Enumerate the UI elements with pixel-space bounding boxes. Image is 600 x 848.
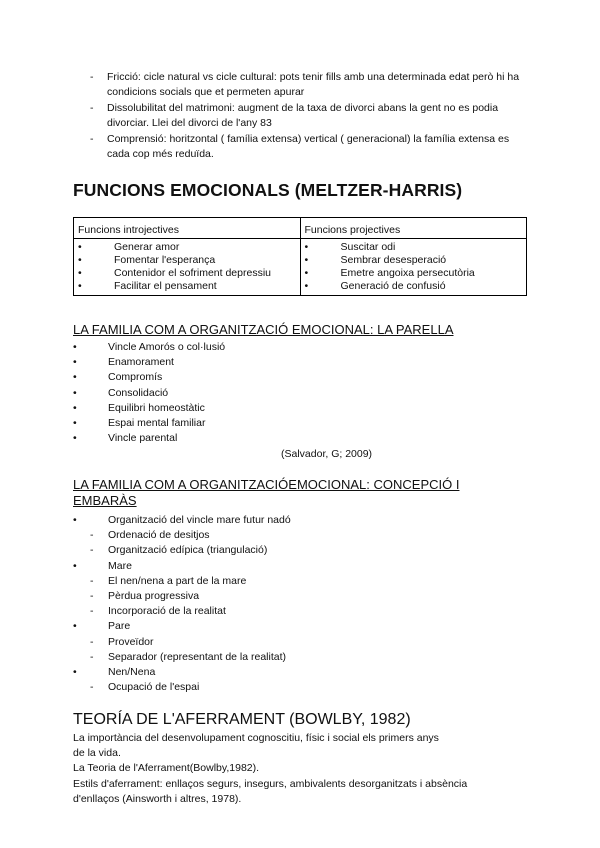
list-item: • Emetre angoixa persecutòria xyxy=(305,267,523,280)
list-item: • Vincle Amorós o col·lusió xyxy=(73,340,493,355)
projective-cell xyxy=(300,239,527,296)
introjective-list xyxy=(78,241,296,293)
heading-emotional-functions: FUNCIONS EMOCIONALS (MELTZER-HARRIS) xyxy=(73,180,463,200)
sub-list-item: - Ocupació de l'espai xyxy=(73,680,493,695)
list-item-text: Fricció: cicle natural vs cicle cultural: pots tenir fills amb una determinada edat però hi ha condicions socials que et permeten apurar xyxy=(107,71,520,98)
sub-list-item: - Separador (representant de la realitat) xyxy=(73,650,493,665)
sub-list-item: - Ordenació de desitjos xyxy=(73,528,493,543)
column-header-introjective: Funcions introjectives xyxy=(74,218,301,239)
emotional-functions-table xyxy=(73,217,527,296)
list-item: • Suscitar odi xyxy=(305,241,523,254)
paragraph-line: La importància del desenvolupament cognoscitiu, físic i social els primers anys xyxy=(73,732,439,744)
list-item: • Vincle parental xyxy=(73,431,493,446)
list-item xyxy=(90,70,530,100)
couple-list xyxy=(73,340,493,446)
intro-dash-list xyxy=(90,70,530,163)
list-item xyxy=(90,101,530,131)
paragraph-line: d'enllaços (Ainsworth i altres, 1978). xyxy=(73,792,242,805)
heading-couple-section: LA FAMILIA COM A ORGANITZACIÓ EMOCIONAL: LA PARELLA xyxy=(73,322,454,337)
attachment-paragraph xyxy=(73,731,493,807)
list-item xyxy=(90,132,530,162)
dash-marker: - xyxy=(90,71,94,83)
list-item: • Fomentar l'esperança xyxy=(78,254,296,267)
list-item: • Enamorament xyxy=(73,355,493,370)
list-item: • Generar amor xyxy=(78,241,296,254)
table-row xyxy=(74,239,527,296)
list-item: • Facilitar el pensament xyxy=(78,280,296,293)
list-item: • Consolidació xyxy=(73,386,493,401)
list-item: • Espai mental familiar xyxy=(73,416,493,431)
dash-marker: - xyxy=(90,133,94,145)
list-item: • Contenidor el sofriment depressiu xyxy=(78,267,296,280)
paragraph-line: Estils d'aferrament: enllaços segurs, insegurs, ambivalents desorganitzats i absència xyxy=(73,777,468,790)
citation: (Salvador, G; 2009) xyxy=(281,448,373,460)
sub-list-item: - Proveïdor xyxy=(73,635,493,650)
table-header-row xyxy=(74,218,527,239)
conception-tree-list xyxy=(73,513,493,695)
list-item: • Mare xyxy=(73,559,493,574)
paragraph-line: de la vida. xyxy=(73,747,121,760)
sub-list-item: - El nen/nena a part de la mare xyxy=(73,574,493,589)
list-item: • Organització del vincle mare futur nadó xyxy=(73,513,493,528)
introjective-cell xyxy=(74,239,301,296)
projective-list xyxy=(305,241,523,293)
heading-conception-section: LA FAMILIA COM A ORGANITZACIÓEMOCIONAL: CONCEPCIÓ I EMBARÀS xyxy=(73,477,460,508)
list-item-text: Comprensió: horitzontal ( família extensa) vertical ( generacional) la família extensa es cada cop més reduïda. xyxy=(107,133,510,160)
sub-list-item: - Incorporació de la realitat xyxy=(73,604,493,619)
list-item: • Sembrar desesperació xyxy=(305,254,523,267)
list-item-text: Dissolubilitat del matrimoni: augment de la taxa de divorci abans la gent no es podia divorciar. Llei del divorci de l'any 83 xyxy=(107,102,499,129)
list-item: • Equilibri homeostàtic xyxy=(73,401,493,416)
list-item: • Generació de confusió xyxy=(305,280,523,293)
heading-attachment-theory: TEORÍA DE L'AFERRAMENT (BOWLBY, 1982) xyxy=(73,711,411,728)
list-item: • Compromís xyxy=(73,370,493,385)
list-item: • Nen/Nena xyxy=(73,665,493,680)
sub-list-item: - Organització edípica (triangulació) xyxy=(73,543,493,558)
list-item: • Pare xyxy=(73,619,493,634)
paragraph-line: La Teoria de l'Aferrament(Bowlby,1982). xyxy=(73,762,260,775)
sub-list-item: - Pèrdua progressiva xyxy=(73,589,493,604)
column-header-projective: Funcions projectives xyxy=(300,218,527,239)
dash-marker: - xyxy=(90,102,94,114)
